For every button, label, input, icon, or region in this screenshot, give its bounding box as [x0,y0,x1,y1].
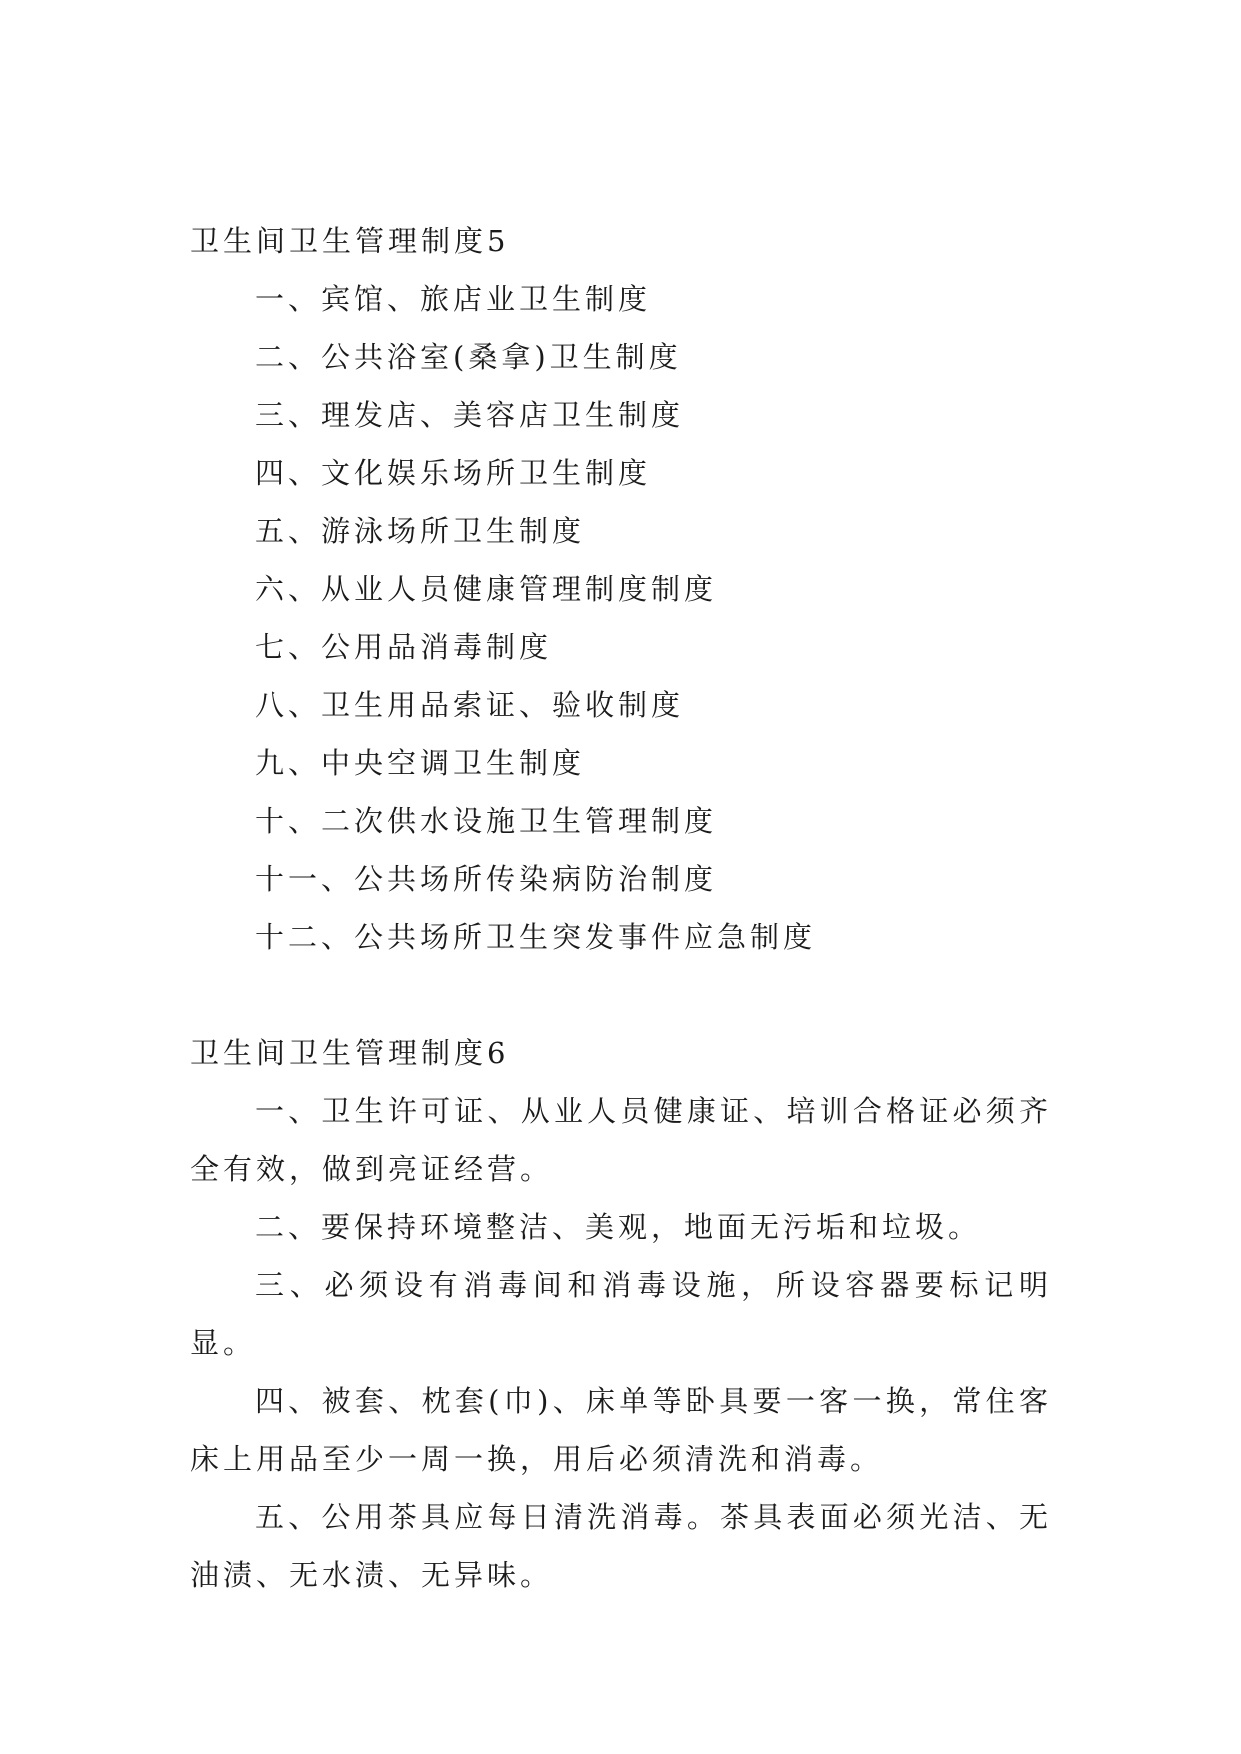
list-item: 八、卫生用品索证、验收制度 [255,688,685,722]
section-spacer [190,966,1052,1024]
list-item: 十一、公共场所传染病防治制度 [255,862,718,896]
paragraph: 四、被套、枕套(巾)、床单等卧具要一客一换，常住客床上用品至少一周一换，用后必须清洗和消毒。 [190,1384,1052,1476]
paragraph: 二、要保持环境整洁、美观，地面无污垢和垃圾。 [255,1210,982,1244]
section-title-6: 卫生间卫生管理制度6 [190,1036,510,1070]
list-item: 四、文化娱乐场所卫生制度 [255,456,652,490]
list-item: 十二、公共场所卫生突发事件应急制度 [255,920,817,954]
paragraph: 三、必须设有消毒间和消毒设施，所设容器要标记明显。 [190,1268,1052,1360]
paragraph: 五、公用茶具应每日清洗消毒。茶具表面必须光洁、无油渍、无水渍、无异味。 [190,1500,1052,1592]
list-item: 六、从业人员健康管理制度制度 [255,572,718,606]
paragraph: 一、卫生许可证、从业人员健康证、培训合格证必须齐全有效，做到亮证经营。 [190,1094,1052,1186]
list-item: 三、理发店、美容店卫生制度 [255,398,685,432]
list-item: 二、公共浴室(桑拿)卫生制度 [255,340,682,374]
section-title-5: 卫生间卫生管理制度5 [190,224,510,258]
list-item: 九、中央空调卫生制度 [255,746,586,780]
document-content [190,212,1052,1604]
list-item: 一、宾馆、旅店业卫生制度 [255,282,652,316]
list-item: 十、二次供水设施卫生管理制度 [255,804,718,838]
list-item: 五、游泳场所卫生制度 [255,514,586,548]
list-item: 七、公用品消毒制度 [255,630,553,664]
